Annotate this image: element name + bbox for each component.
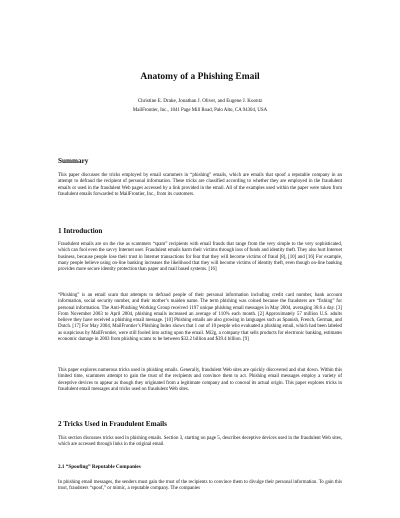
summary-paragraph: This paper discusses the tricks employed by email scammers in “phishing” emails, which are emails that spoof a reputable company in an attempt to defraud the recipient of personal information. These tricks are classified according to whether they are employed in the fraudulent emails or used in the fraudulent Web pages accessed by a link provided in the email. All of the examples used within the paper were taken from fraudulent emails forwarded to MailFrontier, Inc., from its customers. xyxy=(58,173,342,197)
paper-title: Anatomy of a Phishing Email xyxy=(140,72,260,82)
section-2-paragraph-1: This section discusses tricks used in phishing emails. Section 3, starting on page 5, describes deceptive devices used in the fraudulent Web sites, which are accessed through links in the original email. xyxy=(58,436,342,448)
section-1-paragraph-2: “Phishing” is an email scam that attempts to defraud people of their personal information including credit card number, bank account information, social security number, and their mother’s maiden name. The term phishing was coined because the fraudsters are “fishing” for personal information. The Anti-Phishing Working Group received 1197 unique phishing email messages in May 2004, averaging 38.6 a day. [3] From November 2003 to April 2004, phishing emails increased an average of 110% each month. [2] Approximately 57 million U.S. adults believe they have received a phishing email message. [10] Phishing emails are also growing in languages such as Spanish, French, German, and Dutch. [17] For May 2004, MailFrontier’s Phishing Index shows that 1 out of 10 people who evaluated a phishing email, which had been labeled as suspicious by MailFrontier, were still fooled into acting upon the email. Mi2g, a company that sells products for electronic banking, estimates economic damage in 2003 from phishing scams to be between $32.2 billion and $39.4 billion. [9] xyxy=(58,293,342,343)
section-1-paragraph-1: Fraudulent emails are on the rise as scammers “spam” recipients with email frauds that range from the very simple to the very sophisticated, which can fool even the savvy Internet user. Fraudulent emails harm their victims through loss of funds and identity theft. They also hurt Internet business, because people lose their trust in Internet transactions for fear that they will become victims of fraud [8], [10] and [16] For example, many people believe using on-line banking increases the likelihood that they will become victims of identity theft, even though on-line banking provides more secure identity protection than paper and mail based systems. [16] xyxy=(58,242,342,273)
summary-heading: Summary xyxy=(58,157,89,165)
section-1-paragraph-3: This paper explores numerous tricks used in phishing emails. Generally, fraudulent Web sites are quickly discovered and shut down. Within this limited time, scammers attempt to gain the trust of the recipients and convince them to act. Phishing email messages employ a variety of deceptive devices to appear as though they originated from a legitimate company and to conceal its actual origin. This paper explores tricks in fraudulent email messages and tricks used on fraudulent Web sites. xyxy=(58,368,342,392)
paper-affiliation: MailFrontier, Inc., 1841 Page Mill Road, Palo Alto, CA 94304, USA xyxy=(132,108,268,113)
subsection-2-1-paragraph: In phishing email messages, the senders must gain the trust of the recipients to convince them to divulge their personal information. To gain this trust, fraudsters “spoof,” or mimic, a reputable company. The companies xyxy=(58,480,342,492)
subsection-2-1-heading: 2.1 “Spoofing” Reputable Companies xyxy=(58,464,141,470)
section-1-heading: 1 Introduction xyxy=(58,227,103,235)
section-2-heading: 2 Tricks Used in Fraudulent Emails xyxy=(58,420,167,428)
paper-authors: Christine E. Drake, Jonathan J. Oliver, and Eugene J. Koontz xyxy=(137,98,263,104)
